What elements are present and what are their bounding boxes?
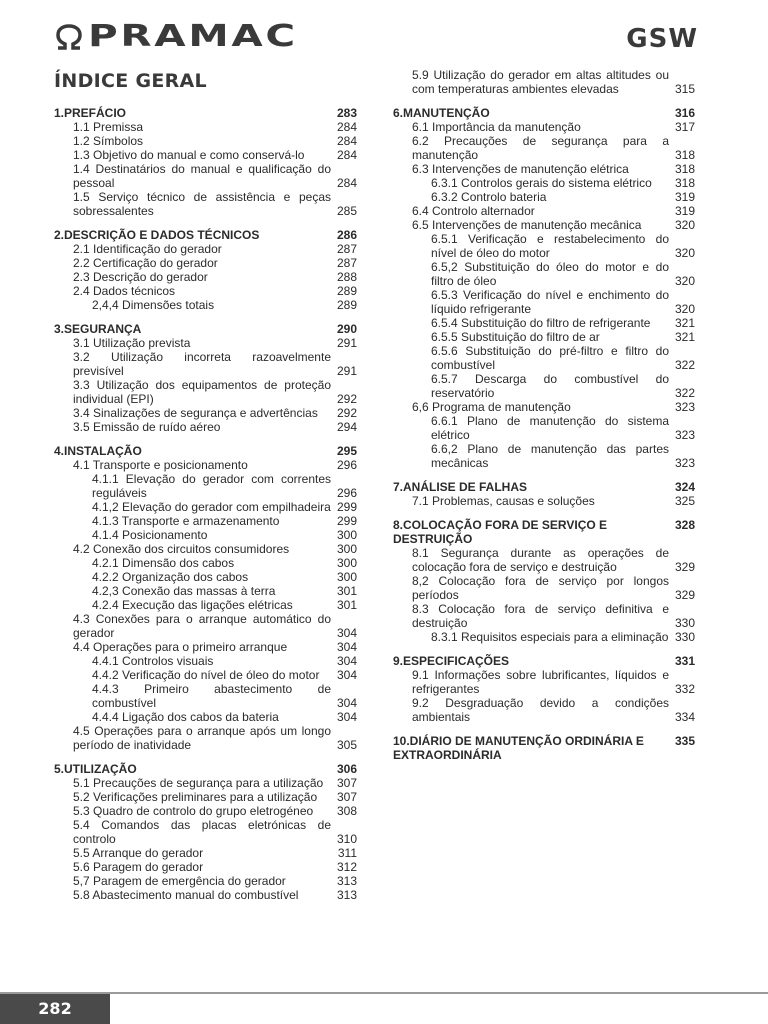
- toc-entry-title: 4.4 Operações para o primeiro arranque: [73, 640, 288, 654]
- toc-entry-title: 4.2 Conexão dos circuitos consumidores: [73, 542, 290, 556]
- toc-entry[interactable]: [393, 668, 695, 696]
- toc-entry-title: 6.3.1 Controlos gerais do sistema elétrico: [431, 176, 652, 190]
- toc-section: [54, 228, 357, 312]
- toc-entry[interactable]: [54, 598, 357, 612]
- toc-entry-title: 5.1 Precauções de segurança para a utilização: [73, 776, 324, 790]
- toc-entry-page: 318: [674, 176, 695, 190]
- toc-entry-page: 317: [674, 120, 695, 134]
- toc-entry[interactable]: [393, 602, 695, 630]
- toc-entry-page: 304: [336, 668, 357, 682]
- toc-entry-title: 1.1 Premissa: [73, 120, 144, 134]
- toc-entry[interactable]: [54, 420, 357, 434]
- toc-entry[interactable]: [393, 494, 695, 508]
- toc-entry[interactable]: [54, 134, 357, 148]
- toc-entry[interactable]: [393, 574, 695, 602]
- toc-entry-page: 318: [674, 148, 695, 162]
- toc-entry-title: 4.1 Transporte e posicionamento: [73, 458, 248, 472]
- toc-entry-title: 4.1.1 Elevação do gerador com correntes reguláveis: [92, 472, 331, 500]
- toc-entry-page: 284: [336, 134, 357, 148]
- toc-section-title: 1.PREFÁCIO: [54, 106, 127, 120]
- toc-entry[interactable]: [393, 630, 695, 644]
- toc-section-title: 2.DESCRIÇÃO E DADOS TÉCNICOS: [54, 228, 260, 242]
- toc-entry[interactable]: [393, 232, 695, 260]
- toc-entry-page: 320: [674, 218, 695, 232]
- toc-section-page: 290: [336, 322, 357, 336]
- toc-entry-page: 285: [336, 204, 357, 218]
- toc-entry[interactable]: [393, 400, 695, 414]
- toc-entry-title: 6.3.2 Controlo bateria: [431, 190, 547, 204]
- toc-section-title: 10.DIÁRIO DE MANUTENÇÃO ORDINÁRIA E EXTRAORDINÁRIA: [393, 734, 644, 762]
- toc-entry[interactable]: [54, 542, 357, 556]
- toc-entry-title: 1.3 Objetivo do manual e como conservá-lo: [73, 148, 305, 162]
- toc-entry-page: 319: [674, 190, 695, 204]
- toc-entry[interactable]: [54, 668, 357, 682]
- toc-entry-title: 6.2 Precauções de segurança para a manutenção: [412, 134, 669, 162]
- toc-entry-title: 2.2 Certificação do gerador: [73, 256, 218, 270]
- toc-entry-page: 289: [336, 284, 357, 298]
- toc-entry[interactable]: [54, 556, 357, 570]
- toc-section-heading[interactable]: [393, 480, 695, 494]
- toc-entry-page: 325: [674, 494, 695, 508]
- toc-entry[interactable]: [54, 570, 357, 584]
- toc-section-title: 3.SEGURANÇA: [54, 322, 142, 336]
- toc-entry-title: 4.1,2 Elevação do gerador com empilhadeira: [92, 500, 331, 514]
- toc-entry[interactable]: [54, 378, 357, 406]
- toc-entry[interactable]: [393, 372, 695, 400]
- toc-entry-page: 334: [674, 710, 695, 724]
- toc-entry[interactable]: [54, 242, 357, 256]
- toc-section-page: 306: [336, 762, 357, 776]
- toc-section: [54, 762, 357, 902]
- toc-entry[interactable]: [393, 546, 695, 574]
- toc-entry-title: 5.9 Utilização do gerador em altas altitudes ou com temperaturas ambientes elevadas: [412, 68, 669, 96]
- toc-entry-title: 4.4.3 Primeiro abastecimento de combustível: [92, 682, 331, 710]
- toc-entry[interactable]: [393, 330, 695, 344]
- toc-section: [54, 322, 357, 434]
- toc-entry-title: 6.5 Intervenções de manutenção mecânica: [412, 218, 642, 232]
- toc-entry-title: 6.5.6 Substituição do pré-filtro e filtro do combustível: [431, 344, 669, 372]
- toc-entry-page: 332: [674, 682, 695, 696]
- toc-entry[interactable]: [54, 776, 357, 790]
- toc-entry[interactable]: [54, 336, 357, 350]
- toc-entry-page: 315: [674, 82, 695, 96]
- toc-entry-page: 287: [336, 242, 357, 256]
- toc-entry-page: 304: [336, 626, 357, 640]
- toc-entry[interactable]: [393, 162, 695, 176]
- toc-section-heading[interactable]: [54, 762, 357, 776]
- toc-entry-title: 4.2.2 Organização dos cabos: [92, 570, 249, 584]
- toc-entry[interactable]: [54, 298, 357, 312]
- toc-entry-title: 6.5.1 Verificação e restabelecimento do nível de óleo do motor: [431, 232, 669, 260]
- toc-entry[interactable]: [393, 696, 695, 724]
- toc-entry[interactable]: [393, 134, 695, 162]
- toc-entry-title: 6.5.7 Descarga do combustível do reservatório: [431, 372, 669, 400]
- toc-entry-title: 4.5 Operações para o arranque após um longo período de inatividade: [73, 724, 331, 752]
- footer-divider: [0, 992, 768, 994]
- toc-section-page: 316: [674, 106, 695, 120]
- toc-entry-title: 5.5 Arranque do gerador: [73, 846, 204, 860]
- toc-entry-page: 322: [674, 358, 695, 372]
- toc-entry-page: 284: [336, 120, 357, 134]
- toc-entry-page: 304: [336, 710, 357, 724]
- toc-entry[interactable]: [54, 270, 357, 284]
- page-header: [54, 19, 698, 56]
- page-title: ÍNDICE GERAL: [54, 70, 207, 92]
- toc-section-heading[interactable]: [393, 106, 695, 120]
- toc-entry-page: 291: [336, 364, 357, 378]
- toc-section-page: 283: [336, 106, 357, 120]
- toc-entry-page: 304: [336, 696, 357, 710]
- toc-entry-page: 288: [336, 270, 357, 284]
- toc-section-page: 328: [674, 518, 695, 532]
- toc-entry[interactable]: [54, 458, 357, 472]
- toc-entry-page: 320: [674, 246, 695, 260]
- toc-entry-page: 330: [674, 616, 695, 630]
- toc-section-page: 295: [336, 444, 357, 458]
- toc-entry[interactable]: [54, 514, 357, 528]
- toc-section: [393, 480, 695, 508]
- toc-entry-title: 2,4,4 Dimensões totais: [92, 298, 215, 312]
- toc-section: [54, 106, 357, 218]
- toc-entry-title: 4.2.1 Dimensão dos cabos: [92, 556, 235, 570]
- toc-entry-page: 300: [336, 528, 357, 542]
- toc-entry-title: 9.1 Informações sobre lubrificantes, líquidos e refrigerantes: [412, 668, 669, 696]
- toc-entry[interactable]: [54, 190, 357, 218]
- toc-entry-title: 3.2 Utilização incorreta razoavelmente previsível: [73, 350, 331, 378]
- toc-entry-page: 300: [336, 556, 357, 570]
- toc-entry-title: 4.4.4 Ligação dos cabos da bateria: [92, 710, 279, 724]
- toc-entry[interactable]: [54, 256, 357, 270]
- toc-section: [393, 518, 695, 644]
- toc-entry-title: 6,6 Programa de manutenção: [412, 400, 571, 414]
- toc-entry-title: 6.1 Importância da manutenção: [412, 120, 581, 134]
- toc-entry-page: 310: [336, 832, 357, 846]
- toc-entry-title: 7.1 Problemas, causas e soluções: [412, 494, 595, 508]
- toc-entry-title: 3.1 Utilização prevista: [73, 336, 191, 350]
- toc-section-title: 6.MANUTENÇÃO: [393, 106, 490, 120]
- toc-section-page: 324: [674, 480, 695, 494]
- toc-entry[interactable]: [54, 350, 357, 378]
- toc-entry-title: 1.2 Símbolos: [73, 134, 144, 148]
- toc-entry-title: 4.4.2 Verificação do nível de óleo do motor: [92, 668, 320, 682]
- toc-entry-title: 6.4 Controlo alternador: [412, 204, 535, 218]
- toc-entry-title: 4.4.1 Controlos visuais: [92, 654, 214, 668]
- toc-entry-title: 5,7 Paragem de emergência do gerador: [73, 874, 286, 888]
- toc-entry-page: 292: [336, 406, 357, 420]
- toc-section-heading[interactable]: [54, 322, 357, 336]
- toc-right-column: [393, 68, 695, 772]
- toc-entry-page: 289: [336, 298, 357, 312]
- toc-entry-title: 8.1 Segurança durante as operações de colocação fora de serviço e destruição: [412, 546, 669, 574]
- toc-entry-page: 307: [336, 776, 357, 790]
- toc-entry[interactable]: [54, 804, 357, 818]
- toc-entry-page: 301: [336, 598, 357, 612]
- toc-entry[interactable]: [54, 654, 357, 668]
- toc-entry-page: 308: [336, 804, 357, 818]
- toc-entry-page: 291: [336, 336, 357, 350]
- toc-entry-title: 6.5.5 Substituição do filtro de ar: [431, 330, 600, 344]
- toc-entry-title: 4.3 Conexões para o arranque automático do gerador: [73, 612, 331, 640]
- toc-entry-title: 6.5,2 Substituição do óleo do motor e do filtro de óleo: [431, 260, 669, 288]
- toc-section: [393, 734, 695, 762]
- toc-entry[interactable]: [393, 260, 695, 288]
- toc-entry-page: 323: [674, 400, 695, 414]
- toc-entry-page: 296: [336, 486, 357, 500]
- toc-entry-page: 284: [336, 176, 357, 190]
- toc-entry[interactable]: [393, 190, 695, 204]
- toc-entry-title: 4.1.3 Transporte e armazenamento: [92, 514, 280, 528]
- toc-entry-page: 296: [336, 458, 357, 472]
- toc-section-heading[interactable]: [393, 734, 695, 762]
- toc-section-page: 286: [336, 228, 357, 242]
- toc-entry-page: 301: [336, 584, 357, 598]
- toc-entry[interactable]: [393, 176, 695, 190]
- toc-entry-page: 318: [674, 162, 695, 176]
- toc-entry-title: 5.2 Verificações preliminares para a utilização: [73, 790, 318, 804]
- toc-entry-title: 1.4 Destinatários do manual e qualificação do pessoal: [73, 162, 331, 190]
- toc-entry-page: 320: [674, 274, 695, 288]
- toc-entry[interactable]: [393, 120, 695, 134]
- toc-entry-page: 312: [336, 860, 357, 874]
- toc-section-heading[interactable]: [54, 444, 357, 458]
- toc-entry[interactable]: [54, 162, 357, 190]
- page-number: 282: [38, 999, 72, 1018]
- toc-section-title: 5.UTILIZAÇÃO: [54, 762, 137, 776]
- toc-section-page: 335: [674, 734, 695, 748]
- toc-entry[interactable]: [54, 860, 357, 874]
- toc-entry-title: 4.2.4 Execução das ligações elétricas: [92, 598, 293, 612]
- toc-entry-page: 294: [336, 420, 357, 434]
- toc-entry-page: 299: [336, 514, 357, 528]
- toc-entry-title: 5.6 Paragem do gerador: [73, 860, 204, 874]
- toc-entry[interactable]: [54, 472, 357, 500]
- toc-entry-title: 6.6,2 Plano de manutenção das partes mecânicas: [431, 442, 669, 470]
- toc-entry[interactable]: [54, 790, 357, 804]
- toc-entry[interactable]: [393, 204, 695, 218]
- toc-entry-page: 299: [336, 500, 357, 514]
- toc-entry-page: 292: [336, 392, 357, 406]
- toc-section-title: 9.ESPECIFICAÇÕES: [393, 654, 510, 668]
- toc-entry[interactable]: [54, 682, 357, 710]
- toc-entry-title: 5.4 Comandos das placas eletrónicas de controlo: [73, 818, 331, 846]
- toc-entry-title: 9.2 Desgraduação devido a condições ambientais: [412, 696, 669, 724]
- toc-entry-title: 2.4 Dados técnicos: [73, 284, 176, 298]
- toc-section-title: 7.ANÁLISE DE FALHAS: [393, 480, 528, 494]
- toc-entry[interactable]: [54, 612, 357, 640]
- toc-section-heading[interactable]: [54, 106, 357, 120]
- toc-entry-title: 5.8 Abastecimento manual do combustível: [73, 888, 299, 902]
- toc-entry[interactable]: [54, 406, 357, 420]
- toc-entry[interactable]: [54, 500, 357, 514]
- toc-section-title: 4.INSTALAÇÃO: [54, 444, 142, 458]
- toc-entry-page: 304: [336, 640, 357, 654]
- toc-left-column: [54, 106, 357, 912]
- toc-entry-title: 6.6.1 Plano de manutenção do sistema elétrico: [431, 414, 669, 442]
- toc-entry-title: 4.2,3 Conexão das massas à terra: [92, 584, 276, 598]
- toc-entry[interactable]: [393, 316, 695, 330]
- toc-entry-title: 8.3 Colocação fora de serviço definitiva e destruição: [412, 602, 669, 630]
- toc-entry-page: 311: [337, 846, 357, 860]
- toc-section-page: 331: [674, 654, 695, 668]
- toc-section-heading[interactable]: [393, 654, 695, 668]
- model-name: GSW: [626, 24, 698, 54]
- toc-entry[interactable]: [54, 528, 357, 542]
- toc-entry[interactable]: [54, 710, 357, 724]
- toc-entry[interactable]: [54, 120, 357, 134]
- toc-entry[interactable]: [393, 288, 695, 316]
- toc-entry-page: 329: [674, 560, 695, 574]
- toc-entry-title: 2.1 Identificação do gerador: [73, 242, 222, 256]
- toc-entry[interactable]: [393, 442, 695, 470]
- toc-entry-page: 305: [336, 738, 357, 752]
- toc-section-heading[interactable]: [54, 228, 357, 242]
- toc-entry-page: 320: [674, 302, 695, 316]
- toc-entry-page: 287: [336, 256, 357, 270]
- toc-entry-title: 2.3 Descrição do gerador: [73, 270, 208, 284]
- toc-entry[interactable]: [393, 218, 695, 232]
- toc-entry[interactable]: [54, 846, 357, 860]
- toc-entry[interactable]: [54, 284, 357, 298]
- toc-entry-page: 322: [674, 386, 695, 400]
- toc-entry-title: 5.3 Quadro de controlo do grupo eletrogéneo: [73, 804, 314, 818]
- toc-entry-title: 6.3 Intervenções de manutenção elétrica: [412, 162, 629, 176]
- toc-entry[interactable]: [54, 888, 357, 902]
- toc-entry-title: 3.4 Sinalizações de segurança e advertências: [73, 406, 318, 420]
- toc-entry-page: 321: [674, 316, 695, 330]
- toc-entry[interactable]: [393, 344, 695, 372]
- brand-logo: [54, 19, 298, 54]
- toc-entry[interactable]: [393, 68, 695, 96]
- toc-section: [54, 444, 357, 752]
- toc-section-heading[interactable]: [393, 518, 695, 546]
- toc-entry-page: 330: [674, 630, 695, 644]
- toc-entry-page: 319: [674, 204, 695, 218]
- toc-section: [393, 106, 695, 470]
- toc-entry-page: 313: [336, 874, 357, 888]
- page-number-box: [0, 994, 110, 1024]
- toc-entry[interactable]: [393, 414, 695, 442]
- toc-entry-title: 3.5 Emissão de ruído aéreo: [73, 420, 221, 434]
- toc-entry-title: 8,2 Colocação fora de serviço por longos períodos: [412, 574, 669, 602]
- toc-entry[interactable]: [54, 724, 357, 752]
- toc-entry-page: 313: [336, 888, 357, 902]
- toc-entry-title: 1.5 Serviço técnico de assistência e peças sobressalentes: [73, 190, 331, 218]
- toc-entry-title: 6.5.3 Verificação do nível e enchimento do líquido refrigerante: [431, 288, 669, 316]
- omega-logo-icon: [54, 24, 84, 50]
- toc-entry-page: 307: [336, 790, 357, 804]
- toc-entry[interactable]: [54, 874, 357, 888]
- toc-entry[interactable]: [54, 148, 357, 162]
- toc-entry-page: 300: [336, 542, 357, 556]
- toc-entry-page: 304: [336, 654, 357, 668]
- toc-entry-title: 3.3 Utilização dos equipamentos de proteção individual (EPI): [73, 378, 331, 406]
- toc-section-title: 8.COLOCAÇÃO FORA DE SERVIÇO E DESTRUIÇÃO: [393, 518, 608, 546]
- toc-entry-page: 323: [674, 428, 695, 442]
- toc-entry-page: 300: [336, 570, 357, 584]
- toc-entry-title: 8.3.1 Requisitos especiais para a eliminação: [431, 630, 669, 644]
- toc-entry-page: 321: [674, 330, 695, 344]
- toc-entry[interactable]: [54, 818, 357, 846]
- toc-entry-page: 284: [336, 148, 357, 162]
- toc-entry-title: 6.5.4 Substituição do filtro de refrigerante: [431, 316, 651, 330]
- toc-entry[interactable]: [54, 584, 357, 598]
- toc-entry-title: 4.1.4 Posicionamento: [92, 528, 208, 542]
- toc-section: [393, 654, 695, 724]
- toc-entry-page: 323: [674, 456, 695, 470]
- brand-name: PRAMAC: [88, 19, 298, 54]
- toc-entry[interactable]: [54, 640, 357, 654]
- toc-entry-page: 329: [674, 588, 695, 602]
